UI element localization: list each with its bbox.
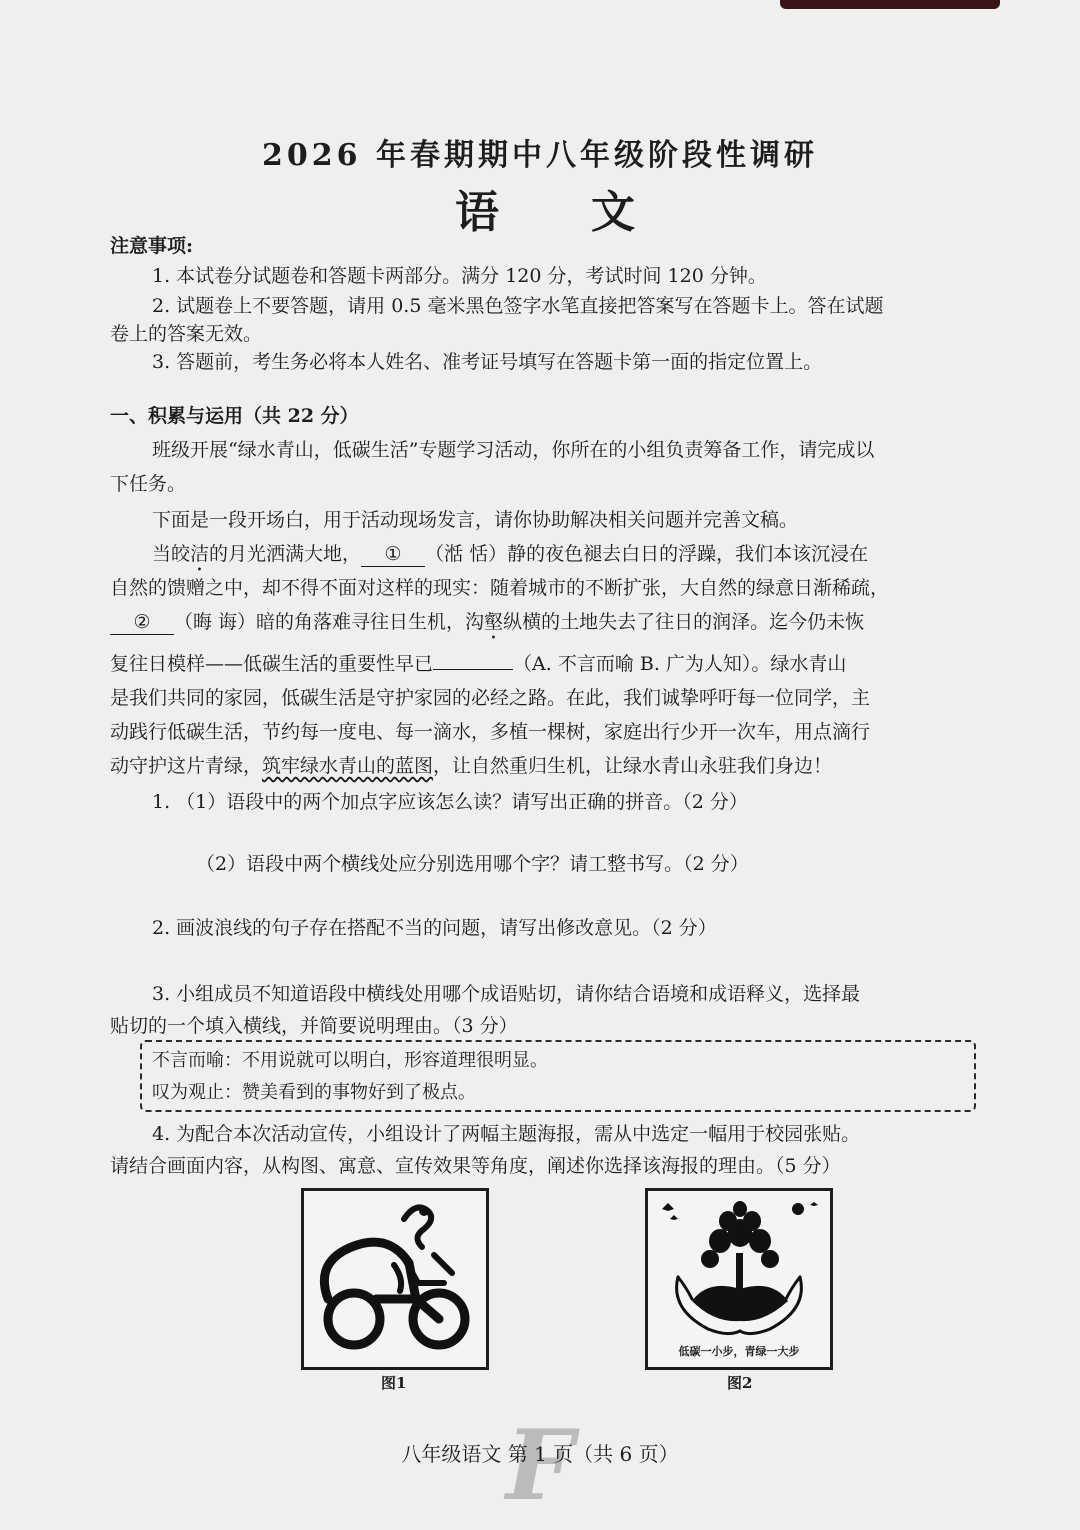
section-intro-1: 班级开展“绿水青山，低碳生活”专题学习活动，你所在的小组负责筹备工作，请完成以: [152, 439, 875, 461]
passage-line-2: 自然的馈赠之中，却不得不面对这样的现实：随着城市的不断扩张，大自然的绿意日渐稀疏，: [110, 577, 890, 599]
photo-corner-shadow: [780, 0, 1000, 9]
passage-line-5: 是我们共同的家园，低碳生活是守护家园的必经之路。在此，我们诚挚呼吁每一位同学，主: [110, 687, 871, 709]
idiom-definition-box: [140, 1040, 976, 1112]
passage-line-1: 当皎洁的月光洒满大地， ① （湉 恬）静的夜色褪去白日的浮躁，我们本该沉浸在: [152, 543, 869, 565]
question-4-line-2: 请结合画面内容，从构图、寓意、宣传效果等角度，阐述你选择该海报的理由。（5 分）: [110, 1155, 841, 1177]
figure-2-label: 图2: [727, 1374, 753, 1392]
subject-char-2: 文: [591, 187, 635, 238]
question-3-line-1: 3. 小组成员不知道语段中横线处用哪个成语贴切，请你结合语境和成语释义，选择最: [152, 983, 861, 1005]
figure-1-label: 图1: [381, 1374, 407, 1392]
definition-1: 不言而喻：不用说就可以明白，形容道理很明显。: [152, 1050, 548, 1071]
watermark-letter: F: [506, 1409, 575, 1522]
question-3-line-2: 贴切的一个填入横线，并简要说明理由。（3 分）: [110, 1015, 518, 1037]
wavy-sentence: 筑牢绿水青山的蓝图: [262, 755, 434, 777]
definition-2: 叹为观止：赞美看到的事物好到了极点。: [152, 1082, 476, 1103]
question-4-line-1: 4. 为配合本次活动宣传，小组设计了两幅主题海报，需从中选定一幅用于校园张贴。: [152, 1123, 861, 1145]
blank-2: ②: [110, 610, 174, 635]
hands-tree-illustration: [648, 1191, 830, 1341]
section-intro-3: 下面是一段开场白，用于活动现场发言，请你协助解决相关问题并完善文稿。: [152, 509, 799, 531]
blank-3: [433, 669, 513, 670]
question-1-1: 1. （1）语段中的两个加点字应该怎么读？请写出正确的拼音。（2 分）: [152, 791, 748, 813]
poster-2: [645, 1188, 833, 1370]
question-2: 2. 画波浪线的句子存在搭配不当的问题，请写出修改意见。（2 分）: [152, 917, 717, 939]
section-heading: 一、积累与运用（共 22 分）: [110, 405, 359, 427]
passage-line-4: 复往日模样——低碳生活的重要性早已 （A. 不言而喻 B. 广为人知）。绿水青山: [110, 653, 847, 675]
notice-heading: 注意事项:: [110, 235, 194, 257]
dotted-char-2: 壑: [484, 611, 504, 633]
exam-title: 2026 年春期期中八年级阶段性调研: [262, 138, 818, 173]
cyclist-illustration: [304, 1191, 486, 1367]
page-footer: 八年级语文 第 1 页（共 6 页）: [401, 1442, 679, 1466]
blank-1: ①: [361, 542, 425, 567]
question-1-2: （2）语段中两个横线处应分别选用哪个字？请工整书写。（2 分）: [196, 853, 749, 875]
passage-line-7: 动守护这片青绿，筑牢绿水青山的蓝图，让自然重归生机，让绿水青山永驻我们身边！: [110, 755, 833, 777]
dotted-char-1: 洁: [190, 543, 210, 565]
subject-char-1: 语: [455, 187, 499, 238]
notice-item-3: 3. 答题前，考生务必将本人姓名、准考证号填写在答题卡第一面的指定位置上。: [152, 351, 823, 373]
poster-1: [301, 1188, 489, 1370]
poster-2-slogan: 低碳一小步，青绿一大步: [678, 1345, 800, 1358]
section-intro-2: 下任务。: [110, 473, 187, 495]
notice-item-2-cont: 卷上的答案无效。: [110, 323, 263, 345]
notice-item-1: 1. 本试卷分试题卷和答题卡两部分。满分 120 分，考试时间 120 分钟。: [152, 265, 767, 287]
passage-line-3: ② （晦 诲）暗的角落难寻往日生机，沟壑纵横的土地失去了往日的润泽。迄今仍未恢: [110, 608, 970, 644]
exam-subject: [455, 178, 635, 238]
notice-item-2: 2. 试题卷上不要答题，请用 0.5 毫米黑色签字水笔直接把答案写在答题卡上。答在试题: [152, 295, 884, 317]
passage-line-6: 动践行低碳生活，节约每一度电、每一滴水，多植一棵树，家庭出行少开一次车，用点滴行: [110, 721, 871, 743]
